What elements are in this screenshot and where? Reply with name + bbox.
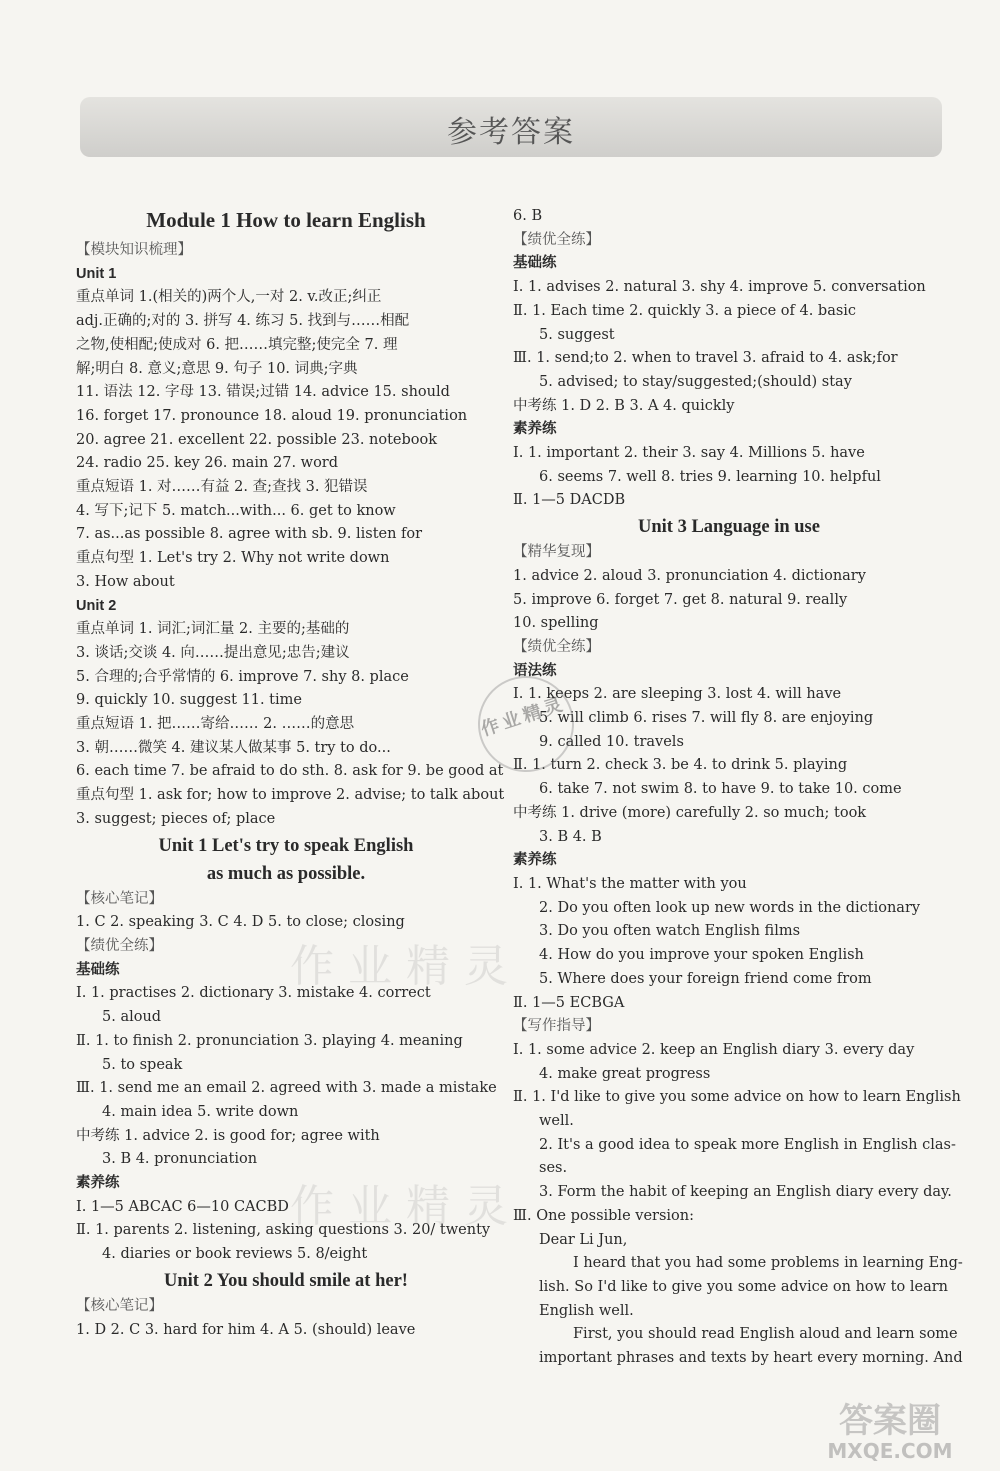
answer-line: 重点短语 1. 把……寄给…… 2. ……的意思 [76, 716, 355, 733]
answer-line: 6. seems 7. well 8. tries 9. learning 10. helpful [539, 468, 881, 485]
stamp-text: 作业精灵 [478, 693, 569, 741]
answer-line: 2. Do you often look up new words in the dictionary [539, 899, 921, 916]
answer-line: 1. C 2. speaking 3. C 4. D 5. to close; closing [76, 914, 405, 931]
answer-line: Unit 1 [76, 265, 117, 282]
answer-line: 16. forget 17. pronounce 18. aloud 19. pronunciation [76, 407, 468, 424]
answer-line: Ⅰ. 1. keeps 2. are sleeping 3. lost 4. will have [513, 686, 842, 703]
answer-line: Ⅱ. 1. turn 2. check 3. be 4. to drink 5. playing [513, 757, 848, 774]
answer-line: 3. 朝……微笑 4. 建议某人做某事 5. try to do... [76, 739, 391, 756]
answer-line: English well. [539, 1302, 634, 1319]
answer-line: 4. make great progress [539, 1065, 711, 1082]
answer-line: 基础练 [513, 255, 557, 272]
answer-line: Ⅱ. 1—5 ECBGA [513, 994, 625, 1011]
answer-line: 3. B 4. pronunciation [102, 1151, 258, 1168]
answer-line: Ⅱ. 1—5 DACDB [513, 492, 626, 509]
answer-line: 3. suggest; pieces of; place [76, 810, 276, 827]
answer-line: 【绩优全练】 [513, 231, 600, 248]
answer-line: 【核心笔记】 [76, 1297, 163, 1314]
answer-line: Ⅰ. 1. some advice 2. keep an English diary 3. every day [513, 1041, 915, 1058]
answer-line: 5. to speak [102, 1056, 183, 1073]
answer-line: 9. called 10. travels [539, 733, 684, 750]
watermark-text: 作业精灵 [290, 941, 522, 992]
answer-line: 3. 谈话;交谈 4. 向……提出意见;忠告;建议 [76, 644, 350, 661]
answer-line: Ⅲ. 1. send me an email 2. agreed with 3. made a mistake [76, 1080, 497, 1097]
answer-line: 素养练 [76, 1175, 120, 1192]
answer-line: 20. agree 21. excellent 22. possible 23. notebook [76, 431, 438, 448]
section-heading: Unit 3 Language in use [638, 517, 820, 538]
answer-line: 5. suggest [539, 326, 615, 343]
answer-line: 6. B [513, 208, 543, 224]
footer-url: MXQE.COM [827, 1439, 953, 1463]
page-title: 参考答案 [447, 115, 575, 150]
answer-line: 6. take 7. not swim 8. to have 9. to take 10. come [539, 781, 902, 798]
answer-line: 重点单词 1.(相关的)两个人,一对 2. v.改正;纠正 [76, 289, 382, 306]
answer-line: 9. quickly 10. suggest 11. time [76, 692, 302, 709]
section-heading: Module 1 How to learn English [146, 208, 426, 232]
site-logo-watermark [795, 1392, 985, 1464]
answer-line: Ⅰ. 1. important 2. their 3. say 4. Millions 5. have [513, 445, 865, 462]
right-column [513, 205, 963, 1371]
answer-line: 24. radio 25. key 26. main 27. word [76, 455, 339, 472]
answer-line: 语法练 [513, 662, 557, 679]
answer-line: 基础练 [76, 961, 120, 978]
answer-line: 中考练 1. D 2. B 3. A 4. quickly [513, 397, 735, 414]
answer-line: adj.正确的;对的 3. 拼写 4. 练习 5. 找到与……相配 [76, 313, 410, 330]
answer-line: 素养练 [513, 852, 557, 869]
answer-line: 1. advice 2. aloud 3. pronunciation 4. dictionary [513, 567, 866, 584]
answer-line: 【模块知识梳理】 [76, 242, 192, 258]
answer-line: 重点句型 1. ask for; how to improve 2. advise; to talk about [76, 787, 505, 804]
answer-line: Ⅱ. 1. to finish 2. pronunciation 3. playing 4. meaning [76, 1032, 463, 1049]
watermark-text: 作业精灵 [290, 1181, 522, 1232]
answer-line: 5. will climb 6. rises 7. will fly 8. are enjoying [539, 710, 874, 727]
answer-line: 【核心笔记】 [76, 890, 163, 907]
answer-line: 【精华复现】 [513, 544, 600, 561]
answer-line: 4. main idea 5. write down [102, 1103, 299, 1120]
answer-line: Ⅰ. 1. practises 2. dictionary 3. mistake 4. correct [76, 985, 431, 1002]
answer-line: 【绩优全练】 [513, 638, 600, 655]
answer-line: 中考练 1. drive (more) carefully 2. so much; took [513, 804, 867, 821]
answer-line: 重点短语 1. 对……有益 2. 查;查找 3. 犯错误 [76, 479, 368, 496]
answer-line: 3. How about [76, 573, 175, 590]
answer-line: 2. It's a good idea to speak more English in English clas- [539, 1136, 956, 1153]
answer-line: Dear Li Jun, [539, 1231, 628, 1248]
answer-line: 3. B 4. B [539, 828, 602, 845]
answer-line: 5. 合理的;合乎常情的 6. improve 7. shy 8. place [76, 668, 409, 685]
answer-line: 6. each time 7. be afraid to do sth. 8. ask for 9. be good at [76, 763, 504, 780]
answer-line: well. [539, 1113, 574, 1130]
answer-line: First, you should read English aloud and learn some [573, 1326, 958, 1343]
section-heading: as much as possible. [206, 863, 366, 884]
answer-line: 4. 写下;记下 5. match...with... 6. get to know [76, 502, 396, 519]
answer-line: Ⅲ. 1. send;to 2. when to travel 3. afraid to 4. ask;for [513, 350, 898, 367]
answer-line: 3. Do you often watch English films [539, 923, 801, 940]
answer-line: 4. How do you improve your spoken English [539, 947, 864, 964]
answer-line: important phrases and texts by heart every morning. And [539, 1350, 963, 1367]
answer-line: 5. improve 6. forget 7. get 8. natural 9. really [513, 591, 848, 608]
answer-line: Ⅰ. 1—5 ABCAC 6—10 CACBD [76, 1198, 289, 1215]
answer-line: 7. as...as possible 8. agree with sb. 9. listen for [76, 526, 423, 543]
answer-line: 解;明白 8. 意义;意思 9. 句子 10. 词典;字典 [76, 360, 358, 377]
answer-line: 【写作指导】 [513, 1018, 600, 1035]
answer-line: 1. D 2. C 3. hard for him 4. A 5. (should) leave [76, 1321, 416, 1338]
answer-line: 之物,使相配;使成对 6. 把……填完整;使完全 7. 理 [76, 336, 398, 353]
answer-line: Ⅲ. One possible version: [513, 1207, 694, 1224]
section-heading: Unit 2 You should smile at her! [164, 1270, 408, 1291]
answer-line: 【绩优全练】 [76, 937, 163, 954]
answer-line: Unit 2 [76, 597, 117, 614]
title-banner [80, 97, 942, 157]
answer-line: ses. [539, 1160, 568, 1177]
answer-line: 5. Where does your foreign friend come from [539, 970, 872, 987]
section-heading: Unit 1 Let's try to speak English [158, 835, 414, 856]
answer-line: 重点句型 1. Let's try 2. Why not write down [76, 550, 390, 567]
answer-line: 中考练 1. advice 2. is good for; agree with [76, 1127, 380, 1144]
answer-line: 4. diaries or book reviews 5. 8/eight [102, 1246, 368, 1263]
answer-line: 素养练 [513, 421, 557, 438]
answer-line: Ⅱ. 1. parents 2. listening, asking questions 3. 20/ twenty [76, 1222, 491, 1239]
answer-line: 10. spelling [513, 615, 599, 632]
answer-line: 5. aloud [102, 1009, 162, 1026]
logo-text: 答案圈 [839, 1401, 941, 1441]
answer-line: 3. Form the habit of keeping an English diary every day. [539, 1184, 952, 1201]
answer-line: Ⅰ. 1. What's the matter with you [513, 875, 747, 892]
answer-line: lish. So I'd like to give you some advice on how to learn [539, 1278, 948, 1295]
answer-line: 5. advised; to stay/suggested;(should) stay [539, 373, 852, 390]
answer-line: 11. 语法 12. 字母 13. 错误;过错 14. advice 15. should [76, 384, 450, 401]
answer-line: I heard that you had some problems in learning Eng- [573, 1255, 963, 1272]
answer-line: Ⅰ. 1. advises 2. natural 3. shy 4. improve 5. conversation [513, 279, 926, 296]
answer-line: 重点单词 1. 词汇;词汇量 2. 主要的;基础的 [76, 621, 350, 638]
answer-line: Ⅱ. 1. Each time 2. quickly 3. a piece of 4. basic [513, 302, 857, 319]
answer-line: Ⅱ. 1. I'd like to give you some advice on how to learn English [513, 1089, 961, 1106]
